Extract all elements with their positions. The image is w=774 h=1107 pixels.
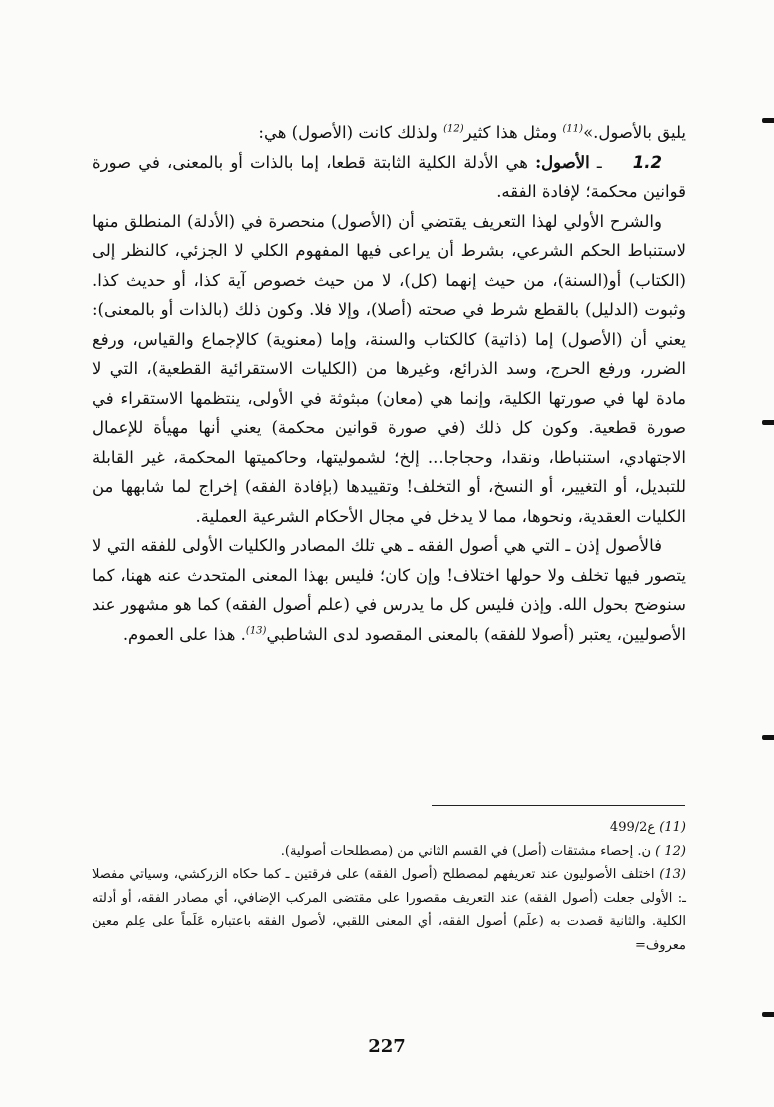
section-heading-paragraph [92,148,686,207]
intro-text-c: ولذلك كانت (الأصول) هي: [258,123,444,142]
paragraph-conclusion [92,531,686,649]
intro-text-a: يليق بالأصول.» [583,123,686,142]
intro-line [92,118,686,148]
footnotes [92,816,686,957]
section-definition: هي الأدلة الكلية الثابتة قطعا، إما بالذات أو بالمعنى، في صورة قوانين محكمة؛ لإفادة الفقه. [92,152,686,201]
footnote-12 [92,840,686,864]
footnote-ref-13[interactable]: (13) [245,625,267,636]
edge-mark [762,420,774,425]
main-text [92,118,686,649]
section-number: 1.2 [632,152,662,172]
conclusion-text-a: فالأصول إذن ـ التي هي أصول الفقه ـ هي تلك المصادر والكليات الأولى للفقه التي لا يتصور فيها تخلف ولا حولها اختلاف! وإن كان؛ فليس بهذا المعنى المتحدث عنه ههنا، كما سنوضح بحول الله. وإذن فليس كل ما يدرس في (علم أصول الفقه) كما هو مشهور عند الأصوليين، يعتبر (أصولا للفقه) بالمعنى المقصود لدى الشاطبي [92,536,686,644]
paragraph-explanation: والشرح الأولي لهذا التعريف يقتضي أن (الأصول) منحصرة في (الأدلة) المنطلق منها لاستنباط الحكم الشرعي، بشرط أن يراعى فيها المفهوم الكلي لا الجزئي، كالنظر إلى (الكتاب) أو(السنة)، من حيث إنهما (كل)، لا من حيث خصوص آية كذا، أو حديث كذا. وثبوت (الدليل) بالقطع شرط في صحته (أصلا)، وإلا فلا. وكون ذلك (بالذات أو بالمعنى): يعني أن (الأصول) إما (ذاتية) كالكتاب والسنة، وإما (معنوية) كالإجماع والقياس، ورفع الضرر، ورفع الحرج، وسد الذرائع، وغيرها من (الكليات الاستقرائية القطعية)، التي لا مادة لها في صورتها الكلية، وإنما هي (معان) مبثوثة في الأولى، ينتظمها الاستقراء في صورة قطعية. وكون كل ذلك (في صورة قوانين محكمة) يعني أنها مهيأة للإعمال الاجتهادي، استنباطا، ونقدا، وحجاجا... إلخ؛ لشموليتها، وحاكميتها المحكمة، غير القابلة للتبديل، أو التغيير، أو النسخ، أو التخلف! وتقييدها (بإفادة الفقه) إخراج لما شابهها من الكليات العقدية، ونحوها، مما لا يدخل في مجال الأحكام الشرعية العملية. [92,211,686,526]
section-dash: ـ [589,152,609,172]
edge-mark [762,1012,774,1017]
footnote-ref-12[interactable]: (12) [443,123,464,135]
footnote-11 [92,816,686,840]
edge-mark [762,735,774,740]
edge-mark [762,118,774,123]
footnote-number: (11) [659,820,686,835]
intro-text-b: ومثل هذا كثير [463,123,563,142]
conclusion-text-b: . هذا على العموم. [122,624,246,644]
footnote-text: اختلف الأصوليون عند تعريفهم لمصطلح (أصول الفقه) على فرقتين ـ كما حكاه الزركشي، وسياتي مفصلا ـ: الأولى جعلت (أصول الفقه) عند التعريف مقصورا على مقتضى المركب الإضافي، أي مصادر الفقه، أو أدلته الكلية. والثانية قصدت به (علَم) أصول الفقه، أي المعنى اللقبي، لأصول الفقه باعتباره عَلَماً على عِلم معين معروف= [92,867,686,953]
footnote-text: ع499/2 [609,820,656,835]
footnote-ref-11[interactable]: (11) [562,123,584,135]
footnote-13 [92,863,686,957]
footnote-number: (12 ) [655,843,686,859]
section-term: الأصول: [535,152,590,172]
page-number: 227 [368,1036,406,1057]
footnote-number: (13) [659,867,686,882]
footnote-text: ن. إحصاء مشتقات (أصل) في القسم الثاني من (مصطلحات أصولية). [280,843,652,859]
footnote-divider [432,805,685,806]
